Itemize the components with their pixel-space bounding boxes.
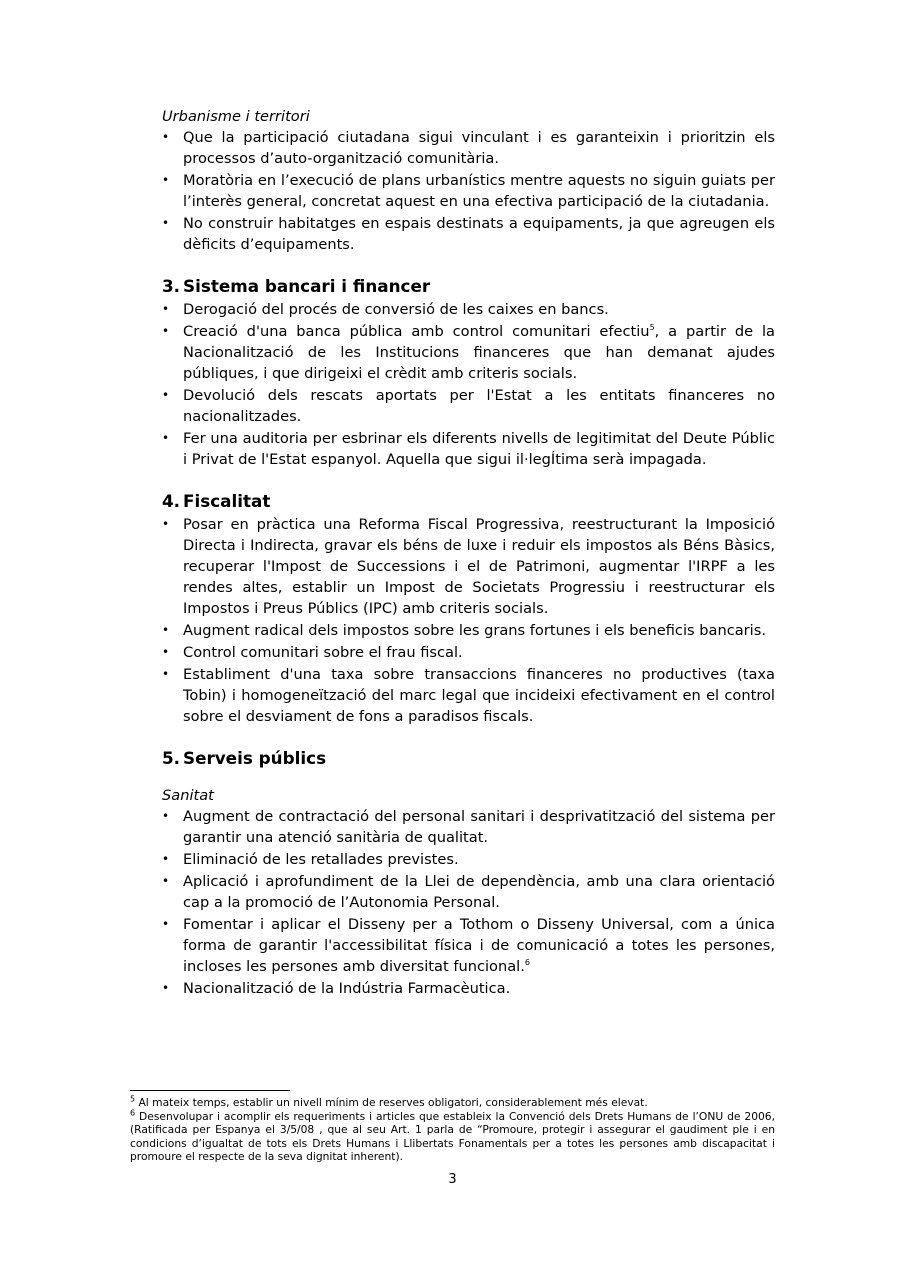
subheading-sanitat: Sanitat [162,787,214,804]
list-item [162,321,775,384]
footnote-ref-5: 5 [649,323,655,333]
footnote-mark: 5 [130,1094,136,1104]
footnote-text: Al mateix temps, establir un nivell mínim de reserves obligatori, considerablement més elevat. [135,1096,648,1109]
section-title: Serveis públics [183,748,327,768]
list-item: • Derogació del procés de conversió de les caixes en bancs. [162,299,775,320]
list-item: • Fer una auditoria per esbrinar els diferents nivells de legitimitat del Deute Públic i Privat de l'Estat espanyol. Aquella que sigui il·legÍtima serà impagada. [162,428,775,470]
footnote-6 [130,1107,775,1164]
footnote-5 [130,1096,775,1110]
footnote-ref-6: 6 [524,958,530,968]
list-item [162,914,775,977]
list-item: • Establiment d'una taxa sobre transaccions financeres no productives (taxa Tobin) i homogeneïtzació del marc legal que incideixi efectivament en el control sobre el desviament de fons a paradisos fiscals. [162,664,775,727]
list-item: • Devolució dels rescats aportats per l'Estat a les entitats financeres no nacionalitzades. [162,385,775,427]
list-item: • Augment de contractació del personal sanitari i desprivatització del sistema per garantir una atenció sanitària de qualitat. [162,806,775,848]
list-sanitat [162,806,775,999]
list-item: • Moratòria en l’execució de plans urbanístics mentre aquests no siguin guiats per l’interès general, concretat aquest en una efectiva participació de la ciutadania. [162,170,775,212]
item-text: , a partir de la Nacionalització de les Institucions financeres que han demanat ajudes públiques, i que dirigeixi el crèdit amb criteris socials. [183,323,775,382]
list-item: • Control comunitari sobre el frau fiscal. [162,642,775,663]
section-heading-3 [162,275,775,297]
footnote-mark: 6 [130,1107,136,1117]
section-heading-4 [162,490,775,512]
list-item: • No construir habitatges en espais destinats a equipaments, ja que agreugen els dèficits d’equipaments. [162,213,775,255]
item-text: Creació d'una banca pública amb control comunitari efectiu [183,323,650,340]
list-item: • Que la participació ciutadana sigui vinculant i es garanteixin i prioritzin els processos d’auto-organització comunitària. [162,127,775,169]
page-number: 3 [448,1172,457,1187]
section-heading-5 [162,747,775,769]
list-item: • Augment radical dels impostos sobre les grans fortunes i els beneficis bancaris. [162,620,775,641]
item-text: Fomentar i aplicar el Disseny per a Tothom o Disseny Universal, com a única forma de garantir l'accessibilitat física i de comunicació a totes les persones, incloses les persones amb diversitat funcional. [183,916,775,975]
list-urbanisme [162,127,775,255]
section-number: 3. [162,276,181,296]
subheading-urbanisme: Urbanisme i territori [162,108,310,125]
list-item: • Posar en pràctica una Reforma Fiscal Progressiva, reestructurant la Imposició Directa i Indirecta, gravar els béns de luxe i reduir els impostos als Béns Bàsics, recuperar l'Impost de Successions i el de Patrimoni, augmentar l'IRPF a les rendes altes, establir un Impost de Societats Progressiu i reestructurar els Impostos i Preus Públics (IPC) amb criteris socials. [162,514,775,619]
list-item: • Aplicació i aprofundiment de la Llei de dependència, amb una clara orientació cap a la promoció de l’Autonomia Personal. [162,871,775,913]
section-number: 4. [162,491,181,511]
list-banca [162,299,775,470]
section-title: Sistema bancari i financer [183,276,431,296]
section-number: 5. [162,748,181,768]
page-body [162,106,775,1000]
list-fiscalitat [162,514,775,727]
section-title: Fiscalitat [183,491,271,511]
list-item: • Nacionalització de la Indústria Farmacèutica. [162,978,775,999]
footnotes [130,1096,775,1164]
footnote-text: Desenvolupar i acomplir els requeriments i articles que estableix la Convenció dels Drets Humans de l’ONU de 2006, (Ratificada per Espanya el 3/5/08 , que al seu Art. 1 parla de “Promoure, protegir i assegurar el gaudiment ple i en condicions d’igualtat de tots els Drets Humans i Llibertats Fonamentals per a totes les persones amb discapacitat i promoure el respecte de la seva dignitat inherent). [130,1109,775,1163]
list-item: • Eliminació de les retallades previstes. [162,849,775,870]
footnote-separator [130,1090,290,1091]
